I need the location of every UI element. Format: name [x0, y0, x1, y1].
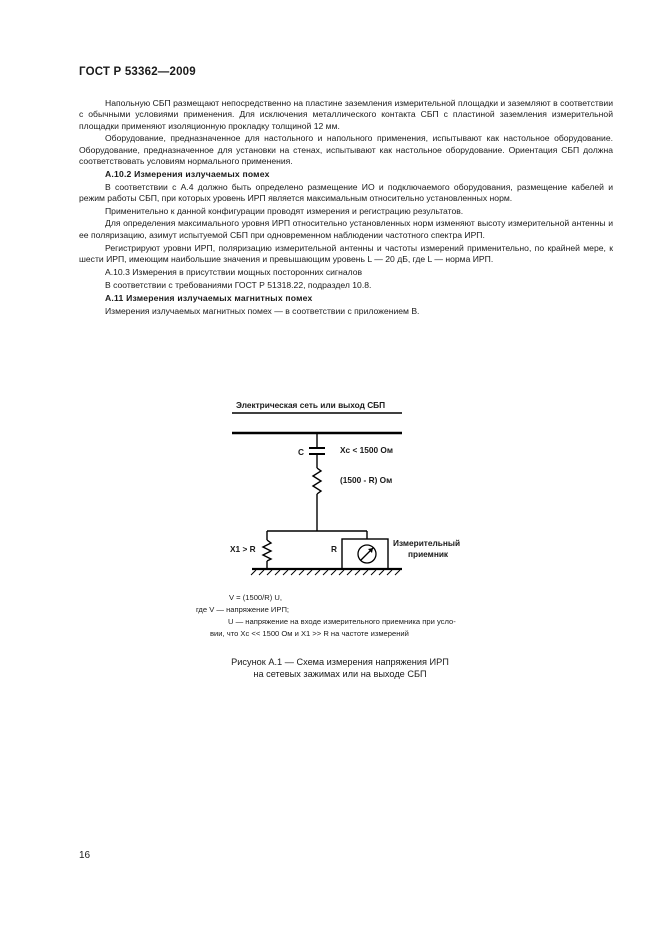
paragraph: Измерения излучаемых магнитных помех — в соответствии с приложением В. [105, 305, 420, 316]
caption-line: на сетевых зажимах или на выходе СБП [253, 668, 427, 679]
paragraph: Регистрируют уровни ИРП, поляризацию измерительной антенны и частоты измерений применительно, по крайней мере, к шести ИРП, имеющим наибольшие значения и превышающим уровень L — 20 дБ, где L — норма ИРП. [79, 242, 613, 264]
paragraph: В соответствии с требованиями ГОСТ Р 51318.22, подраздел 10.8. [105, 279, 372, 290]
circuit-svg [230, 398, 490, 576]
section-heading: A.10.2 Измерения излучаемых помех [105, 168, 270, 179]
formula-line: V = (1500/R) U, [229, 593, 282, 602]
receiver-label: Измерительный [393, 538, 461, 548]
resistor-label: (1500 - R) Ом [340, 475, 393, 485]
formula-line: где V — напряжение ИРП; [196, 605, 290, 614]
r-label: R [331, 544, 337, 554]
formula-legend [196, 592, 496, 640]
formula-line: вии, что Xc << 1500 Ом и X1 >> R на частоте измерений [210, 629, 409, 638]
ground-hatching [251, 570, 400, 575]
document-body [79, 98, 613, 318]
paragraph: Применительно к данной конфигурации проводят измерения и регистрацию результатов. [105, 205, 464, 216]
paragraph: Для определения максимального уровня ИРП относительно установленных норм изменяют высоту измерительной антенны и ее поляризацию, азимут испытуемой СБП при одновременном наблюдении частотного спектра ИРП. [79, 218, 613, 240]
section-heading: А.10.3 Измерения в присутствии мощных посторонних сигналов [105, 267, 363, 278]
paragraph: Напольную СБП размещают непосредственно на пластине заземления измерительной площадки и заземляют в соответствии с обычными условиями применения. Для исключения металлического контакта СБП с пластиной заземления измерительной площадки применяют изоляционную прокладку толщиной 12 мм. [79, 98, 613, 131]
page-number: 16 [79, 850, 91, 861]
circuit-diagram [230, 398, 490, 576]
receiver-box [342, 539, 388, 569]
inductor-zigzag [263, 540, 271, 561]
formula-line: U — напряжение на входе измерительного приемника при усло- [228, 617, 456, 626]
figure-caption [190, 657, 490, 680]
section-heading: A.11 Измерения излучаемых магнитных помех [105, 292, 313, 303]
mains-label: Электрическая сеть или выход СБП [236, 400, 386, 410]
capacitor-label: C [298, 447, 304, 457]
x1-label: X1 > R [230, 544, 256, 554]
caption-line: Рисунок А.1 — Схема измерения напряжения ИРП [231, 657, 449, 667]
document-header: ГОСТ Р 53362—2009 [79, 66, 196, 78]
capacitance-reactance-label: Xc < 1500 Ом [340, 445, 393, 455]
receiver-label: приемник [408, 549, 449, 559]
paragraph: Оборудование, предназначенное для настольного и напольного применения, испытывают как настольное оборудование. Оборудование, предназначенное для установки на стенах, испытывают как настольное оборудование. Ориентация СБП должна соответствовать условиям нормального применения. [79, 133, 613, 166]
paragraph: В соответствии с А.4 должно быть определено размещение ИО и подключаемого оборудования, размещение кабелей и режим работы СБП, при которых уровень ИРП является максимальным относительно установленных норм. [79, 181, 613, 203]
resistor-zigzag [313, 468, 321, 494]
